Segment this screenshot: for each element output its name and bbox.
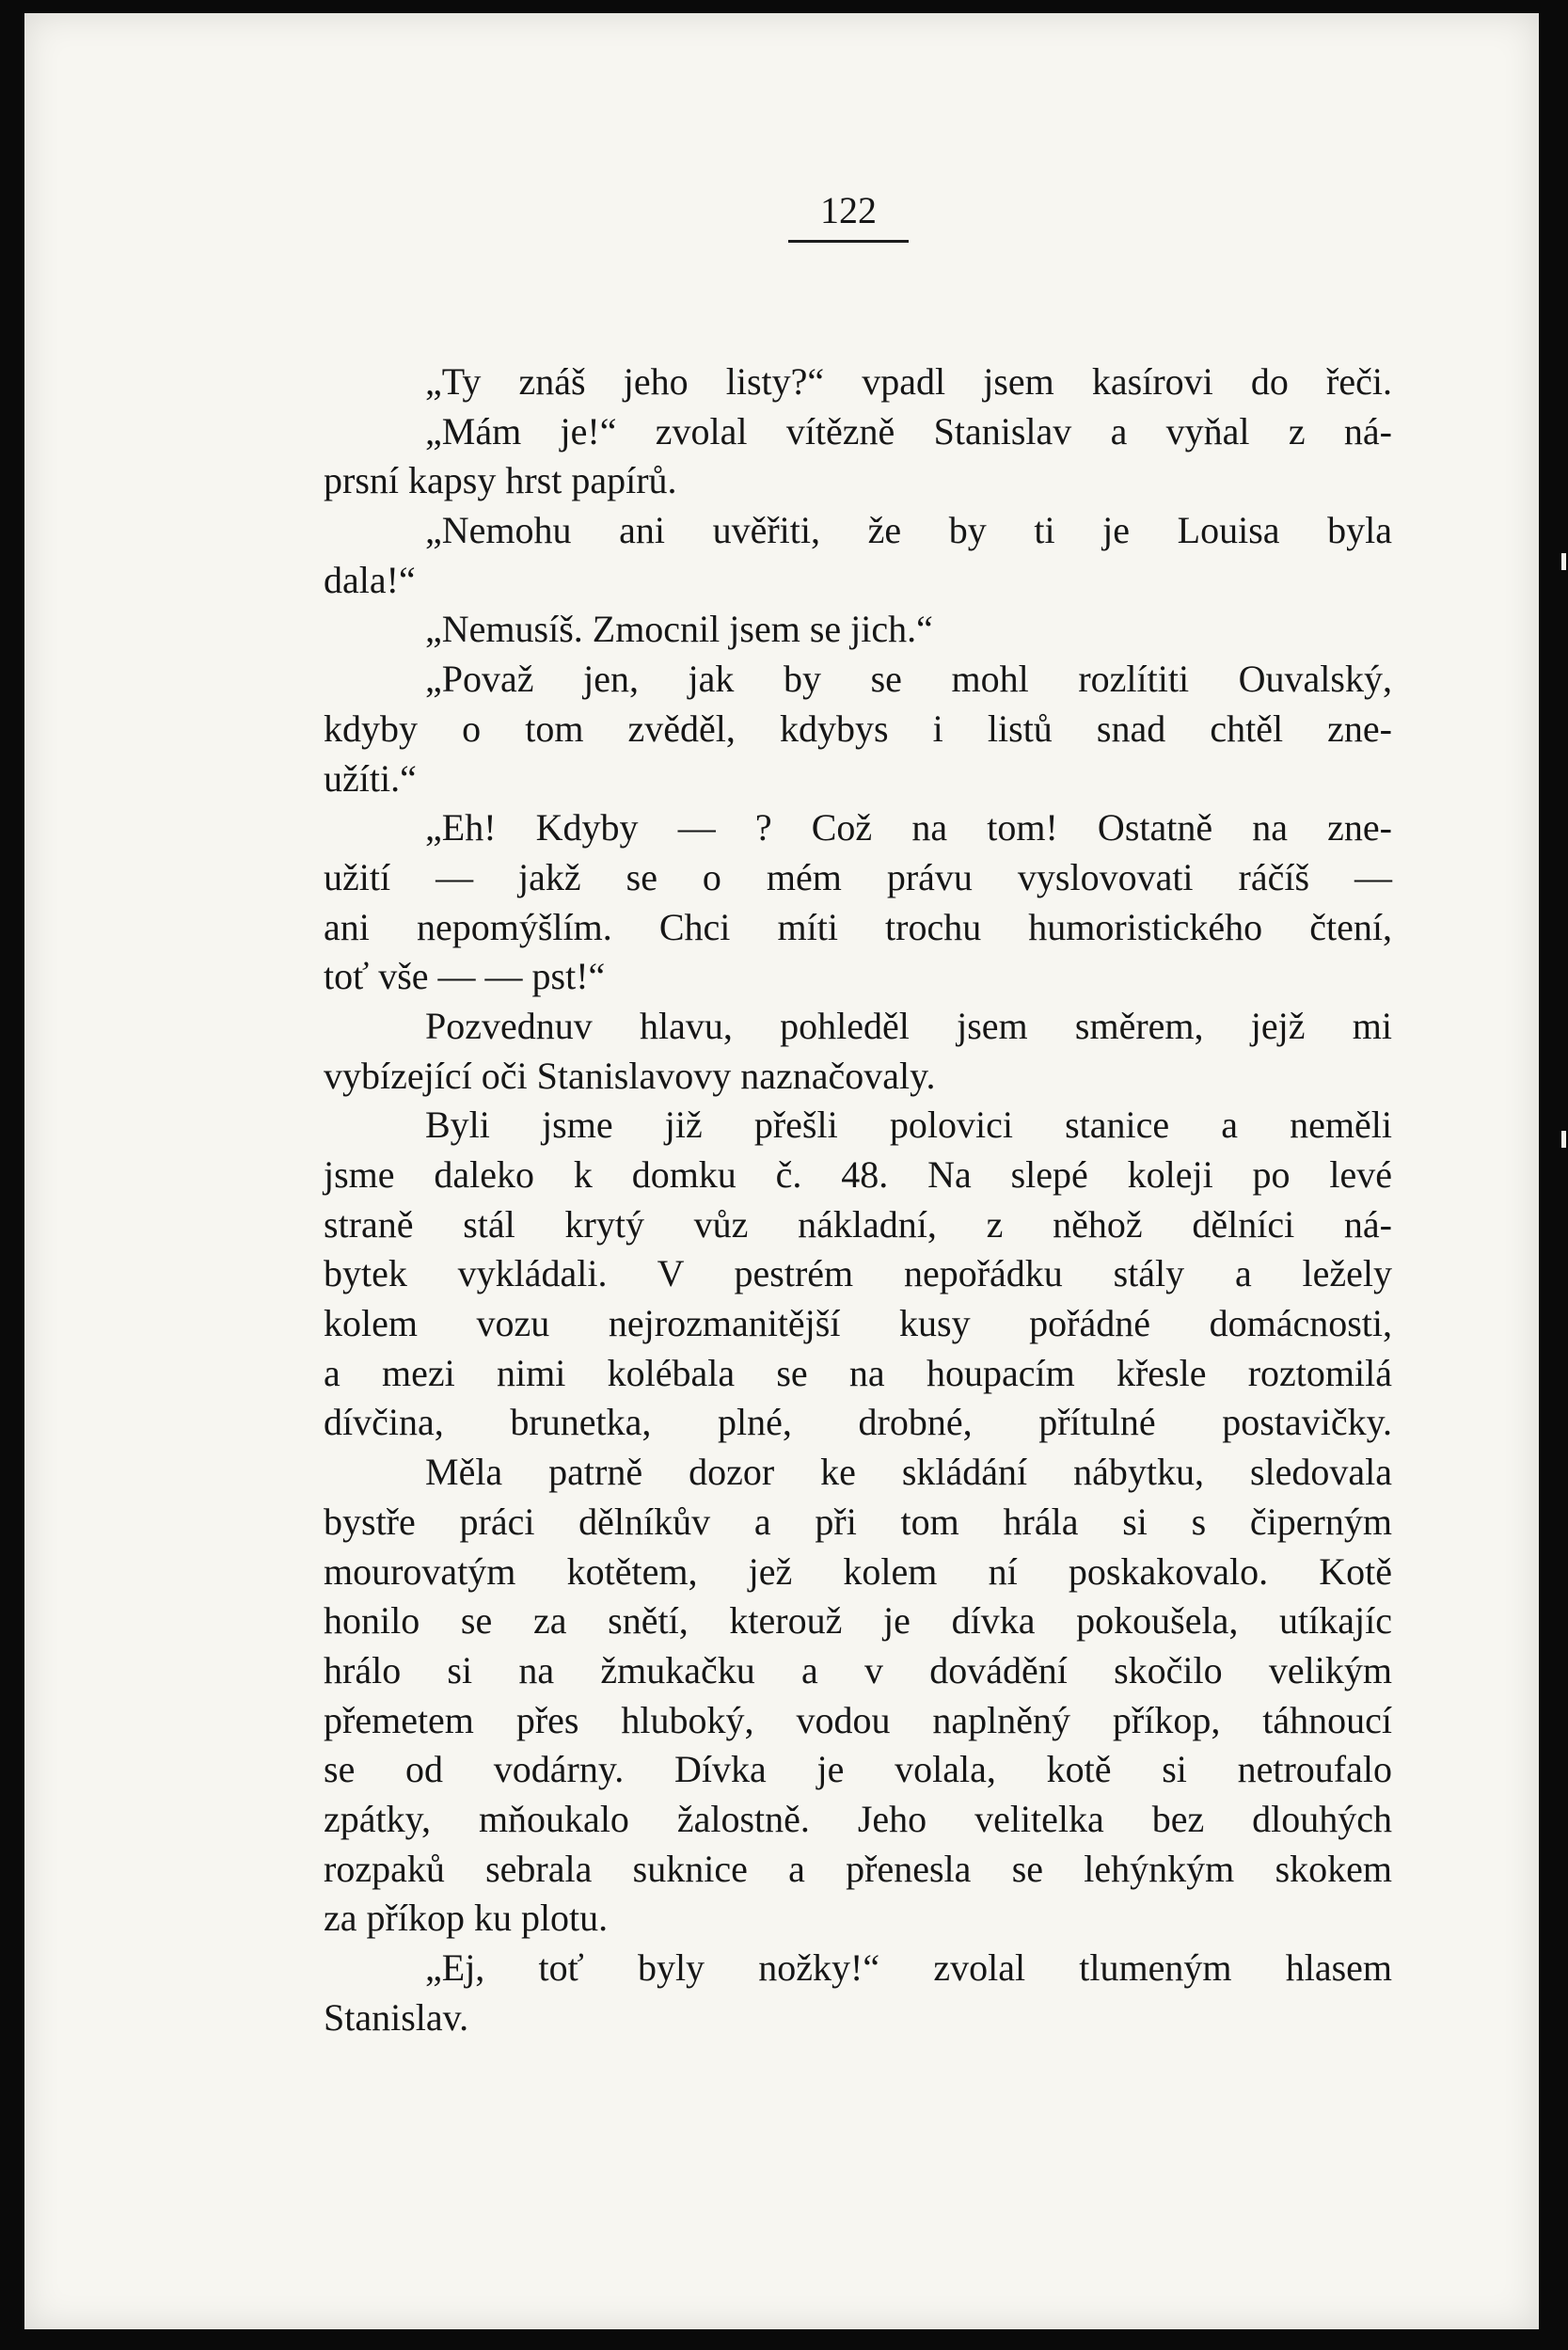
text-line: „Mám je!“ zvolal vítězně Stanislav a vyňal z ná- <box>425 409 1392 453</box>
text-line: dívčina, brunetka, plné, drobné, přítulné postavičky. <box>324 1401 1392 1444</box>
text-line: dala!“ <box>324 558 416 601</box>
text-line: rozpaků sebrala suknice a přenesla se lehýnkým skokem <box>324 1847 1392 1890</box>
text-line: „Ej, toť byly nožky!“ zvolal tlumeným hlasem <box>425 1946 1392 1989</box>
book-page <box>24 13 1539 2329</box>
text-line: Pozvednuv hlavu, pohleděl jsem směrem, jejž mi <box>425 1004 1392 1047</box>
text-line: užíti.“ <box>324 756 417 800</box>
page-number: 122 <box>820 189 877 231</box>
text-line: prsní kapsy hrst papírů. <box>324 459 677 502</box>
page-number-rule <box>788 240 909 243</box>
text-line: a mezi nimi kolébala se na houpacím křesle roztomilá <box>324 1351 1392 1394</box>
text-line: Stanislav. <box>324 1995 469 2039</box>
text-line: se od vodárny. Dívka je volala, kotě si netroufalo <box>324 1748 1392 1791</box>
text-line: ani nepomýšlím. Chci míti trochu humoristického čtení, <box>324 905 1392 948</box>
text-line: mourovatým kotětem, jež kolem ní poskakovalo. Kotě <box>324 1549 1392 1593</box>
text-line: zpátky, mňoukalo žalostně. Jeho velitelka bez dlouhých <box>324 1797 1392 1840</box>
text-line: bystře práci dělníkův a při tom hrála si s čiperným <box>324 1500 1392 1543</box>
text-line: toť vše — — pst!“ <box>324 955 606 998</box>
text-line: za příkop ku plotu. <box>324 1897 609 1940</box>
text-line: straně stál krytý vůz nákladní, z něhož dělníci ná- <box>324 1202 1392 1246</box>
text-line: Měla patrně dozor ke skládání nábytku, sledovala <box>425 1451 1392 1494</box>
text-line: „Ty znáš jeho listy?“ vpadl jsem kasírovi do řeči. <box>425 360 1392 403</box>
text-line: „Nemohu ani uvěřiti, že by ti je Louisa byla <box>425 509 1392 552</box>
text-line: hrálo si na žmukačku a v dovádění skočilo velikým <box>324 1648 1392 1691</box>
text-line: přemetem přes hluboký, vodou naplněný příkop, táhnoucí <box>324 1698 1392 1741</box>
text-line: užití — jakž se o mém právu vyslovovati ráčíš — <box>324 855 1392 898</box>
text-line: kdyby o tom zvěděl, kdybys i listů snad chtěl zne- <box>324 707 1392 750</box>
body-text <box>324 357 1392 2042</box>
scan-edge-mark <box>1561 1131 1566 1148</box>
text-line: kolem vozu nejrozmanitější kusy pořádné domácnosti, <box>324 1302 1392 1345</box>
text-line: bytek vykládali. V pestrém nepořádku stály a ležely <box>324 1252 1392 1295</box>
text-line: jsme daleko k domku č. 48. Na slepé koleji po levé <box>324 1153 1392 1196</box>
text-line: „Považ jen, jak by se mohl rozlítiti Ouvalský, <box>425 658 1392 701</box>
text-line: vybízející oči Stanislavovy naznačovaly. <box>324 1054 936 1097</box>
text-line: „Nemusíš. Zmocnil jsem se jich.“ <box>425 608 933 651</box>
text-line: honilo se za snětí, kterouž je dívka pokoušela, utíkajíc <box>324 1599 1392 1643</box>
text-line: Byli jsme již přešli polovici stanice a neměli <box>425 1104 1392 1147</box>
scan-edge-mark <box>1561 553 1566 570</box>
text-line: „Eh! Kdyby — ? Což na tom! Ostatně na zne- <box>425 806 1392 849</box>
